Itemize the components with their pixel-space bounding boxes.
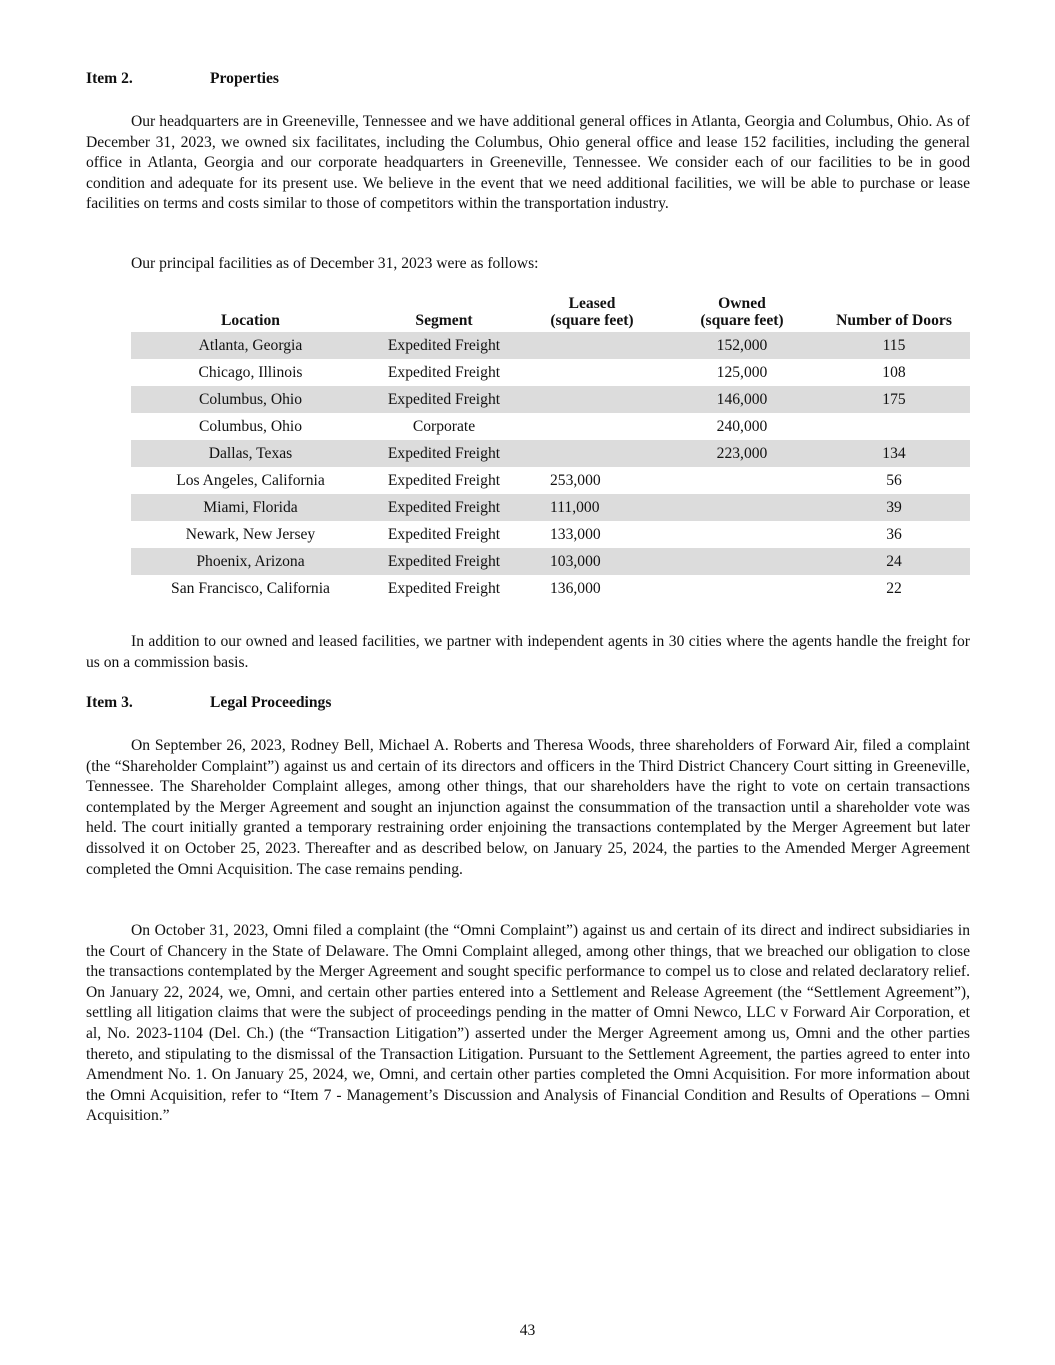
header-leased-line2: (square feet) [550, 312, 634, 329]
cell-doors: 175 [818, 386, 970, 413]
table-row [131, 332, 970, 359]
cell-location: San Francisco, California [171, 580, 330, 597]
cell-leased [518, 386, 666, 413]
cell-doors: 22 [886, 580, 902, 597]
facilities-table [131, 295, 970, 602]
item2-paragraph-1: Our headquarters are in Greeneville, Tennessee and we have additional general offices in Atlanta, Georgia and Columbus, Ohio. As of December 31, 2023, we owned six facilitates, including the Columbus, Ohio general office and lease 152 facilities, including the general office in Atlanta, Georgia and our corporate headquarters in Greeneville, Tennessee. We consider each of our facilities to be in good condition and adequate for its present use. We believe in the event that we need additional facilities, we will be able to purchase or lease facilities on terms and costs similar to those of competitors within the transportation industry. [86, 113, 970, 213]
cell-segment: Expedited Freight [387, 526, 501, 543]
table-body [131, 332, 970, 602]
table-row [131, 494, 970, 521]
cell-segment: Expedited Freight [370, 386, 518, 413]
cell-location: Dallas, Texas [131, 440, 370, 467]
cell-leased: 111,000 [518, 494, 666, 521]
table-row [131, 359, 970, 386]
cell-doors: 115 [818, 332, 970, 359]
cell-leased: 253,000 [550, 472, 601, 489]
cell-leased [518, 359, 666, 386]
table-row [131, 521, 970, 548]
table-row [131, 386, 970, 413]
cell-leased: 133,000 [550, 526, 601, 543]
page-number: 43 [519, 1322, 536, 1339]
table-row [131, 548, 970, 575]
header-owned-line2: (square feet) [700, 312, 784, 329]
table-row [131, 440, 970, 467]
cell-location: Newark, New Jersey [185, 526, 316, 543]
cell-segment: Expedited Freight [370, 440, 518, 467]
cell-location: Atlanta, Georgia [131, 332, 370, 359]
cell-leased: 103,000 [518, 548, 666, 575]
cell-location: Chicago, Illinois [198, 364, 303, 381]
cell-location: Columbus, Ohio [131, 386, 370, 413]
cell-owned [666, 575, 818, 602]
cell-owned [666, 467, 818, 494]
cell-location: Los Angeles, California [176, 472, 325, 489]
cell-segment: Corporate [412, 418, 476, 435]
cell-owned: 240,000 [716, 418, 768, 435]
item3-heading [86, 694, 331, 712]
cell-doors: 108 [882, 364, 906, 381]
item3-paragraph-1: On September 26, 2023, Rodney Bell, Michael A. Roberts and Theresa Woods, three shareholders of Forward Air, filed a complaint (the “Shareholder Complaint”) against us and certain of its directors and officers in the Third District Chancery Court sitting in Greeneville, Tennessee. The Shareholder Complaint alleges, among other things, that our shareholders have the right to vote on certain transactions contemplated by the Merger Agreement and sought an injunction against the consummation of the transaction until a shareholder vote was held. The court initially granted a temporary restraining order enjoining the transactions contemplated by the Merger Agreement but later dissolved it on October 25, 2023. Thereafter and as described below, on January 25, 2024, the parties to the Amended Merger Agreement completed the Omni Acquisition. The case remains pending. [86, 737, 970, 878]
table-row [131, 467, 970, 494]
cell-doors: 134 [818, 440, 970, 467]
item2-heading [86, 70, 279, 88]
cell-doors: 36 [886, 526, 902, 543]
table-header-row [131, 295, 970, 332]
cell-owned [666, 548, 818, 575]
header-owned-line1: Owned [718, 295, 766, 312]
cell-segment: Expedited Freight [387, 364, 501, 381]
cell-doors: 39 [818, 494, 970, 521]
cell-doors: 24 [818, 548, 970, 575]
item3-title: Legal Proceedings [210, 694, 332, 711]
cell-location: Columbus, Ohio [198, 418, 303, 435]
cell-doors: 56 [886, 472, 902, 489]
table-row [131, 413, 970, 440]
item2-title: Properties [210, 70, 279, 87]
table-row [131, 575, 970, 602]
cell-segment: Expedited Freight [370, 332, 518, 359]
cell-owned: 223,000 [666, 440, 818, 467]
item2-paragraph-2: In addition to our owned and leased facilities, we partner with independent agents in 30 cities where the agents handle the freight for us on a commission basis. [86, 633, 970, 671]
cell-owned: 125,000 [716, 364, 768, 381]
cell-segment: Expedited Freight [370, 494, 518, 521]
cell-leased [518, 440, 666, 467]
header-leased-line1: Leased [568, 295, 616, 312]
cell-owned: 146,000 [666, 386, 818, 413]
table-intro: Our principal facilities as of December 31, 2023 were as follows: [131, 255, 539, 272]
cell-segment: Expedited Freight [370, 548, 518, 575]
cell-segment: Expedited Freight [387, 472, 501, 489]
cell-segment: Expedited Freight [387, 580, 501, 597]
header-location: Location [221, 312, 280, 329]
cell-leased [518, 332, 666, 359]
header-leased [518, 295, 666, 332]
cell-location: Phoenix, Arizona [131, 548, 370, 575]
header-segment: Segment [415, 312, 473, 329]
cell-leased [518, 413, 666, 440]
cell-owned [666, 494, 818, 521]
item2-number: Item 2. [86, 70, 133, 87]
cell-leased: 136,000 [550, 580, 601, 597]
cell-location: Miami, Florida [131, 494, 370, 521]
cell-owned: 152,000 [666, 332, 818, 359]
header-owned [666, 295, 818, 332]
item3-paragraph-2: On October 31, 2023, Omni filed a complaint (the “Omni Complaint”) against us and certain of its direct and indirect subsidiaries in the Court of Chancery in the State of Delaware. The Omni Complaint alleged, among other things, that we breached our obligation to close the transactions contemplated by the Merger Agreement and sought specific performance to compel us to close and related declaratory relief. On January 22, 2024, we, Omni, and certain other parties entered into a Settlement and Release Agreement (the “Settlement Agreement”), settling all litigation claims that were the subject of proceedings pending in the matter of Omni Newco, LLC v Forward Air Corporation, et al, No. 2023-1104 (Del. Ch.) (the “Transaction Litigation”) asserted under the Merger Agreement among us, Omni and the other parties thereto, and stipulating to the dismissal of the Transaction Litigation. Pursuant to the Settlement Agreement, the parties agreed to enter into Amendment No. 1. On January 25, 2024, we, Omni, and certain other parties completed the Omni Acquisition. For more information about the Omni Acquisition, refer to “Item 7 - Management’s Discussion and Analysis of Financial Condition and Results of Operations – Omni Acquisition.” [86, 922, 970, 1125]
item3-number: Item 3. [86, 694, 133, 711]
cell-doors [818, 413, 970, 440]
cell-owned [666, 521, 818, 548]
header-doors: Number of Doors [836, 312, 952, 329]
